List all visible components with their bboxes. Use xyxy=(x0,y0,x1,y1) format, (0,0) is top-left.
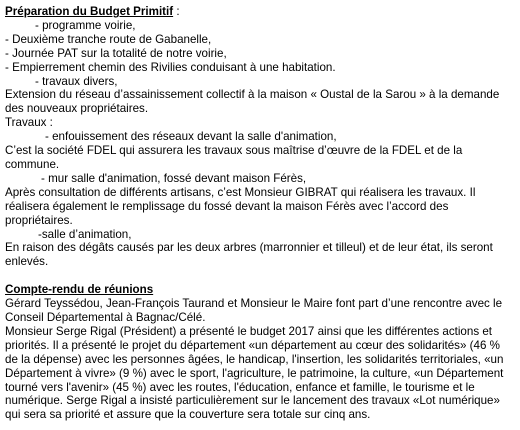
voirie-item: - Deuxième tranche route de Gabanelle, xyxy=(5,32,212,46)
voirie-item: - Journée PAT sur la totalité de notre voirie, xyxy=(5,46,227,60)
section-budget-title-suffix: : xyxy=(173,5,180,18)
salle-item: -salle d’animation, xyxy=(38,227,132,241)
budget-2017-paragraph: Monsieur Serge Rigal (Président) a présenté le budget 2017 ainsi que les différentes actions et priorités. Il a présenté le projet du département «un département au cœur des solidarités» (46 % de la dépense) avec les personnes âgées, le handicap, l'insertion, les solidarités territoriales, «un Département à vivre» (9 %) avec le sport, l'agriculture, le patrimoine, la culture, «un Département tourné vers l'avenir» (45 %) avec les routes, l'éducation, enfance et famille, le tourisme et le numérique. Serge Rigal a insisté particulièrement sur le lancement des travaux «Lot numérique» qui sera sa priorité et assure que la couverture sera totale sur cinq ans. xyxy=(5,324,504,422)
voirie-item: - Empierrement chemin des Rivilies conduisant à une habitation. xyxy=(5,60,336,74)
gibrat-paragraph: Après consultation de différents artisans, c’est Monsieur GIBRAT qui réalisera les travaux. Il réalisera également le remplissage du fossé devant la maison Férès avec l’accord des propriétaires. xyxy=(5,185,476,227)
enfouissement-item: - enfouissement des réseaux devant la salle d'animation, xyxy=(45,130,337,144)
voirie-heading: - programme voirie, xyxy=(35,18,136,32)
travaux-divers-heading: - travaux divers, xyxy=(35,74,118,88)
fdel-paragraph: C’est la société FDEL qui assurera les travaux sous maîtrise d’œuvre de la FDEL et de la commune. xyxy=(5,144,463,171)
section-budget-title: Préparation du Budget Primitif xyxy=(5,5,174,18)
section-reunions-title: Compte-rendu de réunions xyxy=(5,283,154,297)
rencontre-paragraph: Gérard Teyssédou, Jean-François Taurand et Monsieur le Maire font part d’une rencontre avec le Conseil Départemental à Bagnac/Célé. xyxy=(5,297,503,325)
arbres-paragraph: En raison des dégâts causés par les deux arbres (marronnier et tilleul) et de leur état, ils seront enlevés. xyxy=(5,241,493,269)
mur-item: - mur salle d'animation, fossé devant maison Férès, xyxy=(41,171,307,185)
document-body xyxy=(5,5,515,422)
extension-paragraph: Extension du réseau d’assainissement collectif à la maison « Oustal de la Sarou » à la demande des nouveaux propriétaires. xyxy=(5,88,500,116)
travaux-label: Travaux : xyxy=(5,116,53,130)
section-spacer xyxy=(5,269,515,283)
section-budget-heading xyxy=(5,5,515,19)
